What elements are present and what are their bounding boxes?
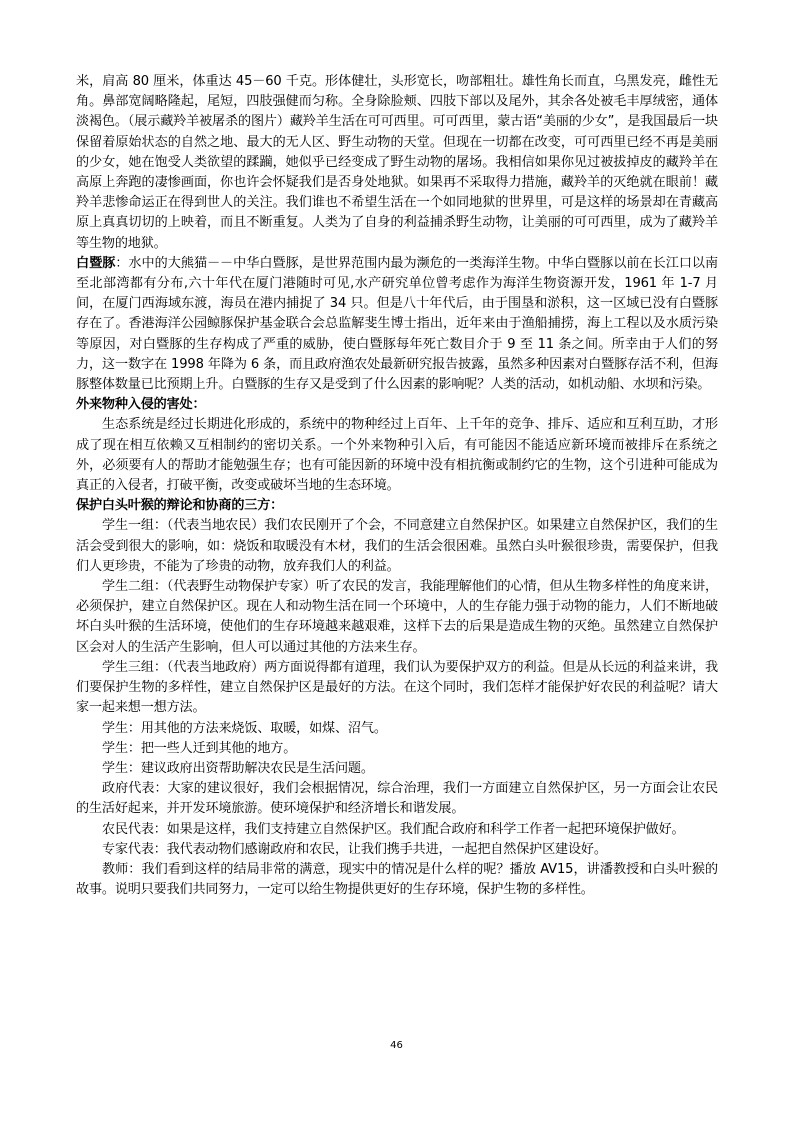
group1-paragraph: 学生一组：（代表当地农民）我们农民刚开了个会，不同意建立自然保护区。如果建立自然保护区，我们的生活会受到很大的影响，如：烧饭和取暖没有木材，我们的生活会很困难。虽然白头叶猴很珍贵，需要保护，但我们人更珍贵，不能为了珍贵的动物，放弃我们人的利益。 bbox=[76, 518, 718, 574]
expert-rep-paragraph: 专家代表：我代表动物们感谢政府和农民，让我们携手共进，一起把自然保护区建设好。 bbox=[102, 841, 607, 857]
invasive-species-heading: 外来物种入侵的害处： bbox=[76, 397, 206, 413]
student-line-3: 学生：建议政府出资帮助解决农民是生活问题。 bbox=[102, 760, 374, 776]
paragraph-tibetan-antelope: 米，肩高 80 厘米，体重达 45－60 千克。形体健壮，头形宽长，吻部粗壮。雄性角长而直，乌黑发亮，雌性无角。鼻部宽阔略隆起，尾短，四肢强健而匀称。全身除脸颊、四肢下部以及尾外，其余各处被毛丰厚绒密，通体淡褐色。（展示藏羚羊被屠杀的图片）藏羚羊生活在可可西里。可可西里，蒙古语“美丽的少女”，是我国最后一块保留着原始状态的自然之地、最大的无人区、野生动物的天堂。但现在一切都在改变，可可西里已经不再是美丽的少女，她在饱受人类欲望的蹂躏，她似乎已经变成了野生动物的屠场。我相信如果你见过被拔掉皮的藏羚羊在高原上奔跑的凄惨画面，你也许会怀疑我们是否身处地狱。如果再不采取得力措施，藏羚羊的灭绝就在眼前！藏羚羊悲惨命运正在得到世人的关注。我们谁也不希望生活在一个如同地狱的世界里，可是这样的场景却在青藏高原上真真切切的上映着，而且不断重复。人类为了自身的利益捕杀野生动物，让美丽的可可西里，成为了藏羚羊等生物的地狱。 bbox=[76, 74, 718, 251]
teacher-paragraph: 教师：我们看到这样的结局非常的满意，现实中的情况是什么样的呢？播放 AV15，讲潘教授和白头叶猴的故事。说明只要我们共同努力，一定可以给生物提供更好的生存环境，保护生物的多样性。 bbox=[76, 861, 718, 898]
baiji-label: 白暨豚 bbox=[76, 255, 116, 271]
group3-paragraph: 学生三组：（代表当地政府）两方面说得都有道理，我们认为要保护双方的利益。但是从长远的利益来讲，我们要保护生物的多样性，建立自然保护区是最好的方法。在这个同时，我们怎样才能保护好农民的利益呢？请大家一起来想一想方法。 bbox=[76, 659, 718, 716]
page-number: 46 bbox=[390, 1040, 403, 1051]
student-line-2: 学生：把一些人迁到其他的地方。 bbox=[102, 740, 297, 756]
debate-heading: 保护白头叶猴的辩论和协商的三方： bbox=[76, 498, 284, 514]
baiji-text: ：水中的大熊猫－－中华白暨豚，是世界范围内最为濒危的一类海洋生物。中华白暨豚以前在长江口以南至北部湾都有分布,六十年代在厦门港随时可见,水产研究单位曾考虑作为海洋生物资源开发，1961 年 1-7 月间，在厦门西海域东渡，海员在港内捕捉了 34 只。但是八十年代后，由于围垦和淤积，这一区域已没有白暨豚存在了。香港海洋公园鲸豚保护基金联合会总监解斐生博士指出，近年来由于渔船捕捞，海上工程以及水质污染等原因，对白暨豚的生存构成了严重的威胁，使白暨豚每年死亡数目介于 9 至 11 条之间。所幸由于人们的努力，这一数字在 1998 年降为 6 条，而且政府渔农处最新研究报告披露，虽然多种因素对白暨豚存活不利，但海豚整体数量已比预期上升。白暨豚的生存又是受到了什么因素的影响呢？人类的活动，如机动船、水坝和污染。 bbox=[76, 255, 718, 393]
student-line-1: 学生：用其他的方法来烧饭、取暖，如煤、沼气。 bbox=[102, 720, 387, 736]
paragraph-baiji-dolphin bbox=[76, 254, 718, 395]
document-body bbox=[76, 72, 718, 900]
invasive-species-paragraph: 生态系统是经过长期进化形成的，系统中的物种经过上百年、上千年的竞争、排斥、适应和互利互助，才形成了现在相互依赖又互相制约的密切关系。一个外来物种引入后，有可能因不能适应新环境而被排斥在系统之外，必须要有人的帮助才能勉强生存；也有可能因新的环境中没有相抗衡或制约它的生物，这个引进种可能成为真正的入侵者，打破平衡，改变或破坏当地的生态环境。 bbox=[76, 417, 718, 494]
group2-paragraph: 学生二组：（代表野生动物保护专家）听了农民的发言，我能理解他们的心情，但从生物多样性的角度来讲，必须保护，建立自然保护区。现在人和动物生活在同一个环境中，人的生存能力强于动物的能力，人们不断地破坏白头叶猴的生活环境，使他们的生存环境越来越艰难，这样下去的后果是造成生物的灭绝。虽然建立自然保护区会对人的生活产生影响，但人可以通过其他的方法来生存。 bbox=[76, 579, 718, 655]
government-rep-paragraph: 政府代表：大家的建议很好，我们会根据情况，综合治理，我们一方面建立自然保护区，另一方面会让农民的生活好起来，并开发环境旅游。使环境保护和经济增长和谐发展。 bbox=[76, 781, 718, 817]
farmer-rep-paragraph: 农民代表：如果是这样，我们支持建立自然保护区。我们配合政府和科学工作者一起把环境保护做好。 bbox=[102, 821, 685, 837]
